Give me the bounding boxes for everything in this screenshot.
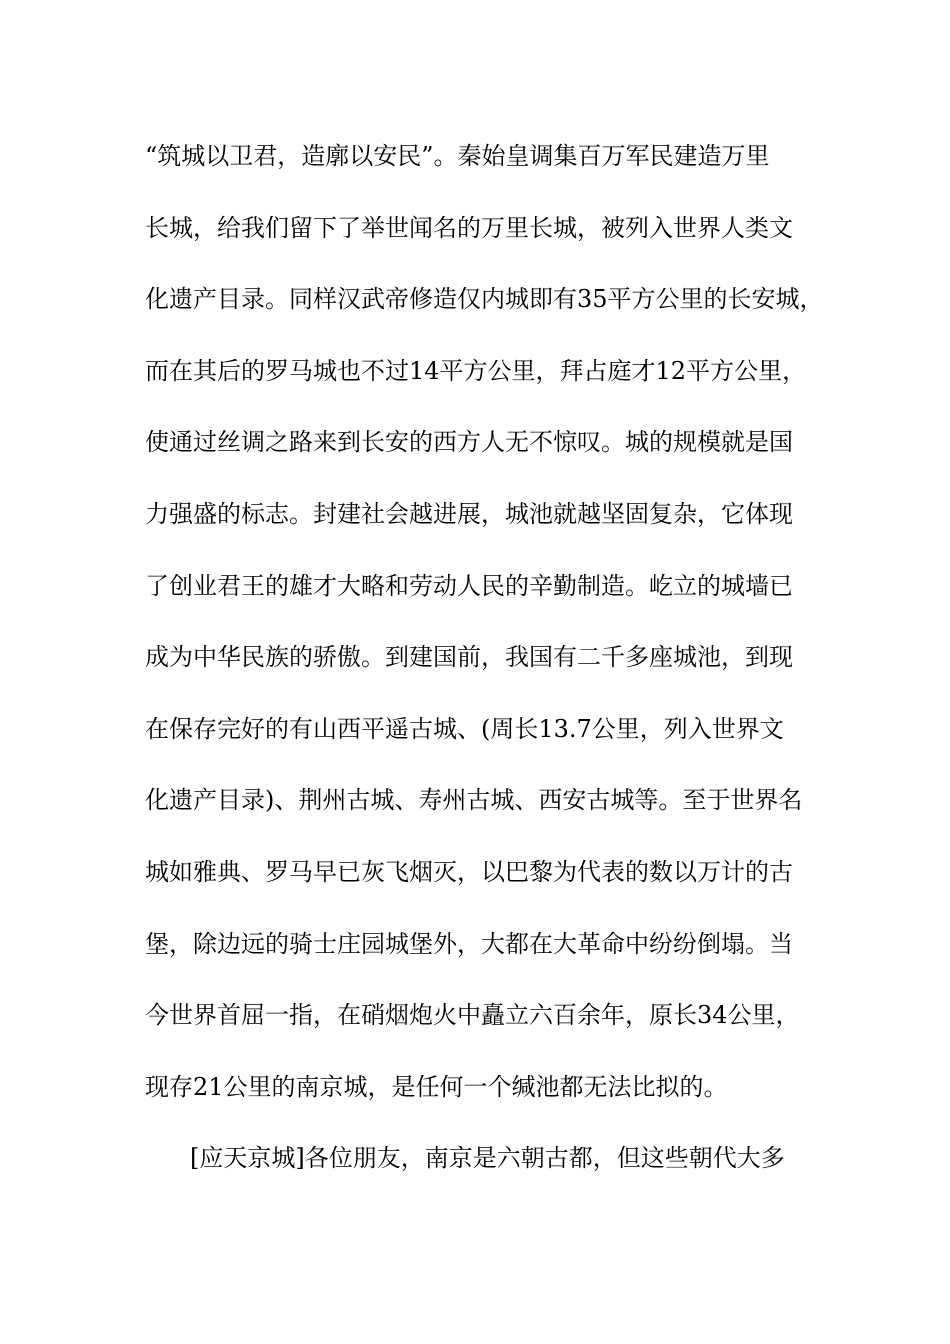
- text-line: 长城，给我们留下了举世闻名的万里长城，被列入世界人类文: [145, 213, 793, 242]
- text-line: 而在其后的罗马城也不过14平方公里，拜占庭才12平方公里，: [145, 356, 807, 385]
- text-line: “筑城以卫君，造廓以安民”。秦始皇调集百万军民建造万里: [145, 142, 770, 170]
- text-line: 力强盛的标志。封建社会越进展，城池就越坚固复杂，它体现: [145, 499, 793, 528]
- text-line: 了创业君王的雄才大略和劳动人民的辛勤制造。屹立的城墙已: [145, 571, 793, 600]
- text-line: 使通过丝调之路来到长安的西方人无不惊叹。城的规模就是国: [145, 428, 793, 457]
- text-line: 化遗产目录。同样汉武帝修造仅内城即有35平方公里的长安城，: [145, 285, 824, 314]
- text-line: 在保存完好的有山西平遥古城、(周长13.7公里，列入世界文: [145, 714, 784, 743]
- text-line: 化遗产目录)、荆州古城、寿州古城、西安古城等。至于世界名: [145, 786, 803, 815]
- text-line: 成为中华民族的骄傲。到建国前，我国有二千多座城池，到现: [145, 643, 793, 672]
- text-line: 今世界首屈一指，在硝烟炮火中矗立六百余年，原长34公里，: [145, 1001, 800, 1030]
- text-line: 堡，除边远的骑士庄园城堡外，大都在大革命中纷纷倒塌。当: [145, 929, 793, 958]
- text-line: 城如雅典、罗马早已灰飞烟灭，以巴黎为代表的数以万计的古: [145, 857, 793, 886]
- text-line: 现存21公里的南京城，是任何一个缄池都无法比拟的。: [145, 1072, 728, 1101]
- paragraph-start-line: [应天京城]各位朋友，南京是六朝古都，但这些朝代大多: [190, 1144, 785, 1173]
- body-text: [145, 130, 835, 1204]
